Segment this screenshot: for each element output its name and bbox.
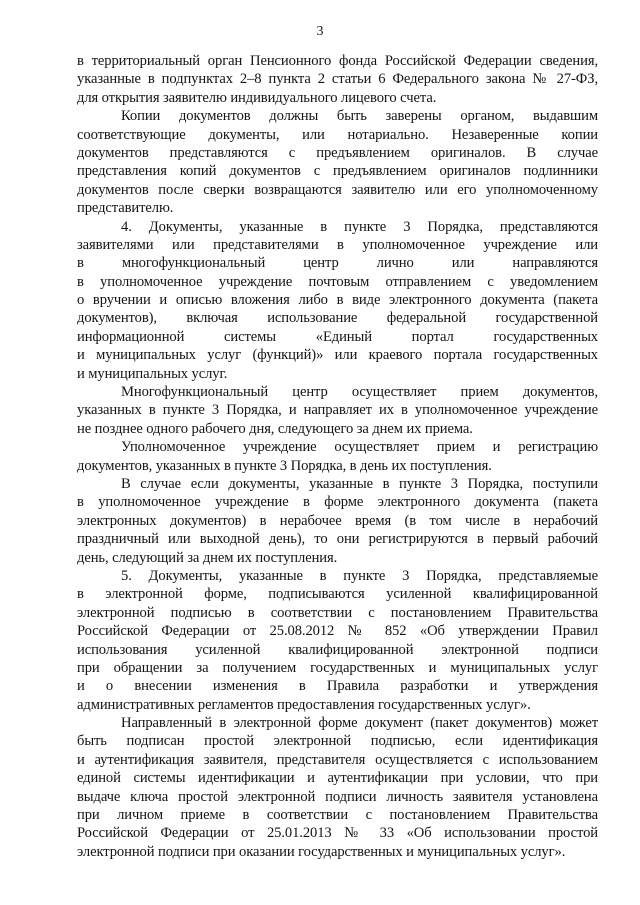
- body-text: [77, 52, 598, 861]
- text-line: в электронной форме, подписываются усиленной квалифицированной: [77, 586, 598, 603]
- text-line: документов), включая использование федеральной государственной: [77, 310, 598, 327]
- text-line: в уполномоченное учреждение почтовым отправлением с уведомлением: [77, 273, 598, 290]
- text-line: при личном приеме в соответствии с постановлением Правительства: [77, 807, 598, 824]
- text-line: Российской Федерации от 25.08.2012 № 852 «Об утверждении Правил: [77, 623, 598, 640]
- text-line: электронных документов) в нерабочее время (в том числе в нерабочий: [77, 512, 598, 529]
- text-line: документов после сверки возвращаются заявителю или его уполномоченному: [77, 181, 598, 198]
- text-line: представления копий документов с предъявлением оригиналов подлинники: [77, 163, 598, 180]
- text-line: 4. Документы, указанные в пункте 3 Порядка, представляются: [121, 218, 598, 235]
- text-line: документов, указанных в пункте 3 Порядка, в день их поступления.: [77, 457, 492, 474]
- page-number: 3: [316, 24, 324, 39]
- text-line: день, следующий за днем их поступления.: [77, 549, 338, 566]
- text-line: административных регламентов предоставления государственных услуг».: [77, 696, 531, 713]
- text-line: информационной системы «Единый портал государственных: [77, 328, 598, 345]
- paragraph: [77, 714, 598, 861]
- text-line: использования усиленной квалифицированной электронной подписи: [77, 641, 598, 658]
- paragraph: [77, 218, 598, 384]
- text-line: Направленный в электронной форме документ (пакет документов) может: [121, 715, 598, 732]
- text-line: представителю.: [77, 200, 174, 217]
- text-line: В случае если документы, указанные в пункте 3 Порядка, поступили: [121, 475, 598, 492]
- text-line: для открытия заявителю индивидуального лицевого счета.: [77, 89, 437, 106]
- text-line: быть подписан простой электронной подписью, если идентификация: [77, 733, 598, 750]
- text-line: при обращении за получением государственных и муниципальных услуг: [77, 659, 598, 676]
- text-line: Российской Федерации от 25.01.2013 № 33 «Об использовании простой: [77, 825, 598, 842]
- text-line: Многофункциональный центр осуществляет прием документов,: [121, 384, 598, 401]
- text-line: электронной подписью в соответствии с постановлением Правительства: [77, 604, 598, 621]
- text-line: указанных в пункте 3 Порядка, и направляет их в уполномоченное учреждение: [77, 402, 598, 419]
- text-line: выдаче ключа простой электронной подписи личность заявителя установлена: [77, 788, 598, 805]
- text-line: о вручении и описью вложения либо в виде электронного документа (пакета: [77, 292, 598, 309]
- text-line: праздничный или выходной день), то они регистрируются в первый рабочий: [77, 531, 598, 548]
- paragraph: [77, 107, 598, 217]
- text-line: Копии документов должны быть заверены органом, выдавшим: [121, 108, 598, 125]
- text-line: документов представляются с предъявлением оригиналов. В случае: [77, 144, 598, 161]
- text-line: Уполномоченное учреждение осуществляет прием и регистрацию: [121, 439, 598, 456]
- paragraph: [77, 438, 598, 475]
- text-line: заявителями или представителями в уполномоченное учреждение или: [77, 236, 598, 253]
- text-line: и муниципальных услуг (функций)» или краевого портала государственных: [77, 347, 598, 364]
- text-line: единой системы идентификации и аутентификации при условии, что при: [77, 770, 598, 787]
- text-line: не позднее одного рабочего дня, следующего за днем их приема.: [77, 420, 473, 437]
- text-line: и аутентификация заявителя, представителя осуществляется с использованием: [77, 751, 598, 768]
- text-line: указанные в подпунктах 2–8 пункта 2 статьи 6 Федерального закона № 27-ФЗ,: [77, 71, 598, 88]
- text-line: в уполномоченное учреждение в форме электронного документа (пакета: [77, 494, 598, 511]
- text-line: электронной подписи при оказании государственных и муниципальных услуг».: [77, 843, 566, 860]
- paragraph: [77, 475, 598, 567]
- paragraph: [77, 52, 598, 107]
- text-line: в территориальный орган Пенсионного фонда Российской Федерации сведения,: [77, 53, 598, 69]
- text-line: и о внесении изменения в Правила разработки и утверждения: [77, 678, 598, 695]
- paragraph: [77, 383, 598, 438]
- text-line: 5. Документы, указанные в пункте 3 Порядка, представляемые: [121, 567, 598, 584]
- text-line: соответствующие документы, или нотариально. Незаверенные копии: [77, 126, 598, 143]
- text-line: в многофункциональный центр лично или направляются: [77, 255, 598, 272]
- paragraph: [77, 567, 598, 714]
- text-line: и муниципальных услуг.: [77, 365, 228, 382]
